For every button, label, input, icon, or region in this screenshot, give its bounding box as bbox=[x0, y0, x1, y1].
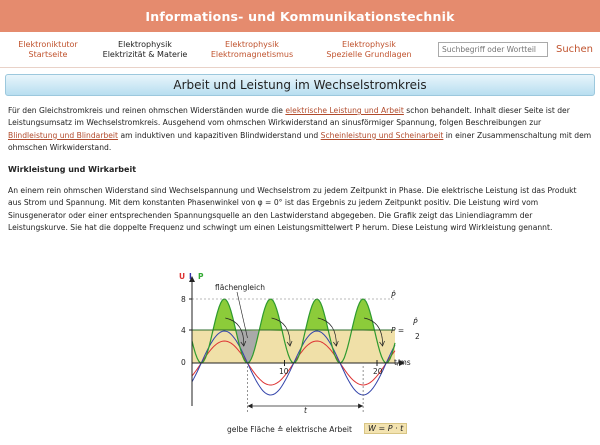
intro-text-3: am induktiven und kapazitiven Blindwiderstand und bbox=[118, 130, 321, 140]
nav-item-line1: Elektrophysik bbox=[225, 39, 279, 49]
main-content bbox=[0, 96, 600, 235]
intro-paragraph bbox=[8, 105, 592, 155]
search-area bbox=[438, 42, 593, 57]
label-t-span: t bbox=[304, 406, 307, 415]
site-header bbox=[0, 0, 600, 32]
span-arrow-left bbox=[248, 404, 253, 409]
intro-text-4: in einer Zusammenschaltung mit dem ohmschen Wirkwiderstand. bbox=[8, 130, 592, 153]
label-fraction-two: 2 bbox=[415, 332, 420, 341]
nav-item-line2: Elektrizität & Materie bbox=[102, 49, 188, 59]
power-diagram bbox=[165, 266, 425, 444]
span-arrow-right bbox=[358, 404, 363, 409]
page-title: Arbeit und Leistung im Wechselstromkreis bbox=[173, 78, 427, 92]
intro-text-1: Für den Gleichstromkreis und reinen ohmschen Widerständen wurde die bbox=[8, 106, 286, 115]
formula-work: W = P · t bbox=[364, 423, 407, 434]
tick-label-10: 10 bbox=[279, 367, 289, 376]
search-button[interactable]: Suchen bbox=[556, 44, 594, 55]
section-heading: Wirkleistung und Wirkarbeit bbox=[8, 164, 137, 174]
power-diagram-svg bbox=[165, 266, 425, 444]
label-p-hat: P̂ bbox=[391, 291, 396, 300]
axis-label-i: I bbox=[189, 272, 192, 281]
label-p-mean: P = bbox=[391, 326, 405, 335]
site-title: Informations- und Kommunikationstechnik bbox=[145, 8, 455, 24]
nav-item-line2: Startseite bbox=[28, 49, 68, 59]
axis-label-p: P bbox=[198, 272, 204, 281]
nav-item-line1: Elektrophysik bbox=[342, 39, 396, 49]
main-nav bbox=[0, 32, 600, 68]
nav-item-elektrizitaet[interactable] bbox=[92, 40, 198, 60]
nav-item-line2: Spezielle Grundlagen bbox=[326, 49, 412, 59]
nav-item-grundlagen[interactable] bbox=[306, 40, 432, 60]
tick-label-8: 8 bbox=[181, 295, 186, 304]
figure-caption: gelbe Fläche ≙ elektrische Arbeit bbox=[227, 425, 352, 434]
nav-item-startseite[interactable] bbox=[4, 40, 92, 60]
link-scheinleistung[interactable]: Scheinleistung und Scheinarbeit bbox=[320, 130, 444, 140]
search-input[interactable] bbox=[438, 42, 548, 57]
axis-label-u: U bbox=[179, 272, 186, 281]
intro-text-2: schon behandelt. Inhalt dieser Seite ist der Leistungsumsatz im Wechselstromkreis. Ausgehend vom ohmschen Wirkwiderstand an sinusförmiger Spannung, folgen Beschreibungen zur bbox=[8, 106, 570, 128]
page-title-bar bbox=[5, 74, 595, 96]
axis-unit-t: t/ms bbox=[394, 358, 411, 367]
link-leistung-arbeit[interactable]: elektrische Leistung und Arbeit bbox=[285, 106, 404, 115]
label-flaechengleich: flächengleich bbox=[215, 283, 265, 292]
link-blindleistung[interactable]: Blindleistung und Blindarbeit bbox=[8, 130, 119, 140]
work-area-yellow bbox=[192, 330, 395, 363]
nav-item-line1: Elektrophysik bbox=[118, 39, 172, 49]
nav-item-line1: Elektroniktutor bbox=[18, 39, 78, 49]
nav-item-line2: Elektromagnetismus bbox=[210, 49, 294, 59]
tick-label-20: 20 bbox=[373, 367, 383, 376]
tick-label-4: 4 bbox=[181, 326, 186, 335]
label-p-hat-fraction: P̂ bbox=[413, 318, 418, 327]
tick-label-0: 0 bbox=[181, 358, 186, 367]
section-paragraph: An einem rein ohmschen Widerstand sind Wechselspannung und Wechselstrom zu jedem Zeitpunkt in Phase. Die elektrische Leistung ist das Produkt aus Strom und Spannung. Mit dem konstanten Phasenwinkel von φ = 0° ist das Ergebnis zu jedem Zeitpunkt positiv. Die Leistung wird vom Sinusgenerator oder einer entsprechenden Spannungsquelle an den Lastwiderstand abgegeben. Die Grafik zeigt das Liniendiagramm der Leistungskurve. Sie hat die doppelte Frequenz und schwingt um einen Leistungsmittelwert P herum. Diese Leistung wird Wirkleistung genannt. bbox=[8, 186, 577, 233]
nav-item-elektromagnetismus[interactable] bbox=[198, 40, 306, 60]
